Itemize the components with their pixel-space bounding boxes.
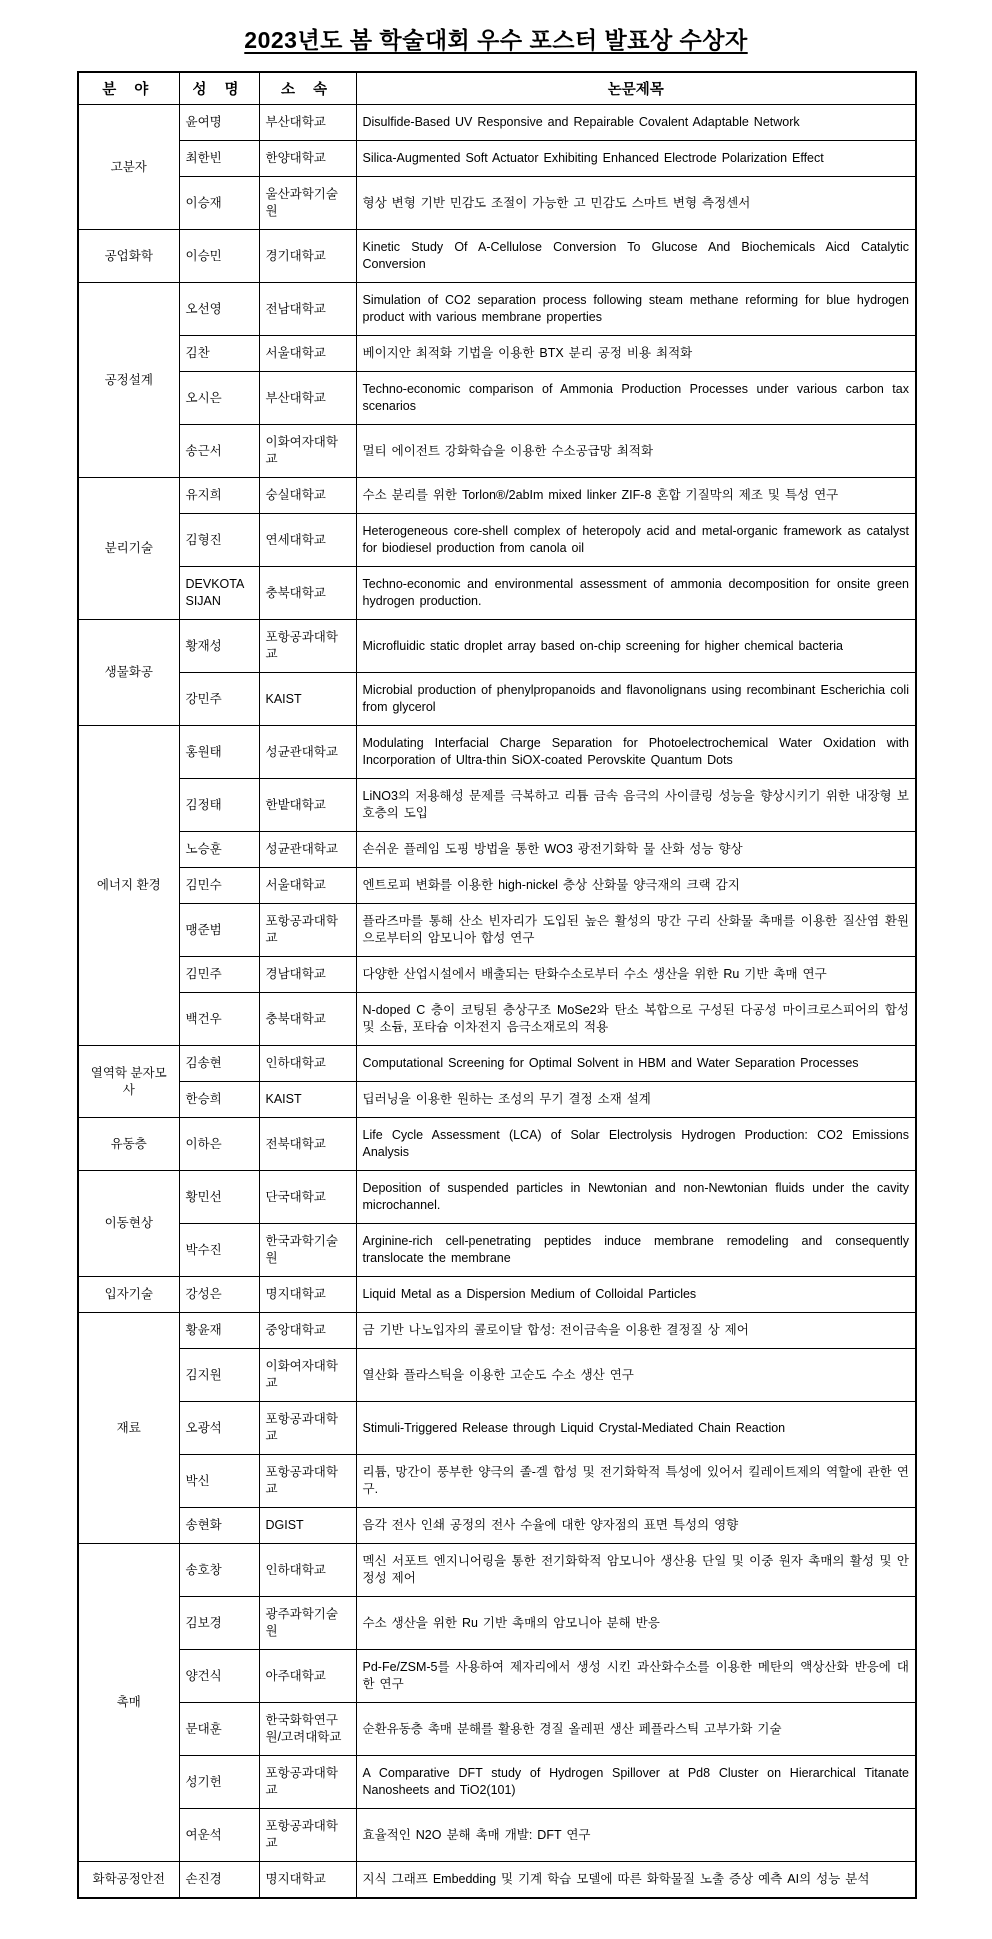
affiliation-cell: KAIST <box>259 1082 356 1118</box>
name-cell: 황민선 <box>179 1171 259 1224</box>
affiliation-cell: 부산대학교 <box>259 372 356 425</box>
table-row <box>78 1313 916 1349</box>
name-cell: 황재성 <box>179 620 259 673</box>
table-row <box>78 230 916 283</box>
table-row <box>78 1455 916 1508</box>
affiliation-cell: 숭실대학교 <box>259 478 356 514</box>
field-cell: 열역학 분자모사 <box>78 1046 179 1118</box>
table-row <box>78 1862 916 1899</box>
name-cell: 이승민 <box>179 230 259 283</box>
title-cell: Stimuli-Triggered Release through Liquid Crystal-Mediated Chain Reaction <box>356 1402 916 1455</box>
affiliation-cell: 충북대학교 <box>259 993 356 1046</box>
name-cell: 오광석 <box>179 1402 259 1455</box>
table-row <box>78 177 916 230</box>
table-row <box>78 1046 916 1082</box>
title-cell: Liquid Metal as a Dispersion Medium of Colloidal Particles <box>356 1277 916 1313</box>
header-paper-title: 논문제목 <box>356 72 916 105</box>
title-cell: 수소 분리를 위한 Torlon®/2abIm mixed linker ZIF-8 혼합 기질막의 제조 및 특성 연구 <box>356 478 916 514</box>
affiliation-cell: 단국대학교 <box>259 1171 356 1224</box>
name-cell: 송현화 <box>179 1508 259 1544</box>
affiliation-cell: 충북대학교 <box>259 567 356 620</box>
table-row <box>78 832 916 868</box>
header-name: 성 명 <box>179 72 259 105</box>
title-cell: Techno-economic and environmental assessment of ammonia decomposition for onsite green hydrogen production. <box>356 567 916 620</box>
name-cell: 이승재 <box>179 177 259 230</box>
affiliation-cell: 부산대학교 <box>259 105 356 141</box>
affiliation-cell: 포항공과대학교 <box>259 1402 356 1455</box>
title-cell: Pd-Fe/ZSM-5를 사용하여 제자리에서 생성 시킨 과산화수소를 이용한 메탄의 액상산화 반응에 대한 연구 <box>356 1650 916 1703</box>
table-row <box>78 957 916 993</box>
affiliation-cell: 아주대학교 <box>259 1650 356 1703</box>
affiliation-cell: 이화여자대학교 <box>259 425 356 478</box>
name-cell: 김송현 <box>179 1046 259 1082</box>
affiliation-cell: 한국과학기술원 <box>259 1224 356 1277</box>
affiliation-cell: DGIST <box>259 1508 356 1544</box>
title-cell: Disulfide-Based UV Responsive and Repairable Covalent Adaptable Network <box>356 105 916 141</box>
title-cell: 딥러닝을 이용한 원하는 조성의 무기 결정 소재 설계 <box>356 1082 916 1118</box>
table-row <box>78 1224 916 1277</box>
affiliation-cell: 인하대학교 <box>259 1544 356 1597</box>
table-row <box>78 1597 916 1650</box>
title-cell: 베이지안 최적화 기법을 이용한 BTX 분리 공정 비용 최적화 <box>356 336 916 372</box>
name-cell: 여운석 <box>179 1809 259 1862</box>
name-cell: 김지원 <box>179 1349 259 1402</box>
table-row <box>78 372 916 425</box>
name-cell: 손진경 <box>179 1862 259 1899</box>
field-cell: 공정설계 <box>78 283 179 478</box>
affiliation-cell: 포항공과대학교 <box>259 1809 356 1862</box>
table-row <box>78 620 916 673</box>
name-cell: 강민주 <box>179 673 259 726</box>
name-cell: 성기헌 <box>179 1756 259 1809</box>
affiliation-cell: 한양대학교 <box>259 141 356 177</box>
title-cell: Life Cycle Assessment (LCA) of Solar Electrolysis Hydrogen Production: CO2 Emissions Analysis <box>356 1118 916 1171</box>
affiliation-cell: 이화여자대학교 <box>259 1349 356 1402</box>
field-cell: 생물화공 <box>78 620 179 726</box>
field-cell: 에너지 환경 <box>78 726 179 1046</box>
title-cell: 형상 변형 기반 민감도 조절이 가능한 고 민감도 스마트 변형 측정센서 <box>356 177 916 230</box>
table-row <box>78 1508 916 1544</box>
table-row <box>78 425 916 478</box>
name-cell: 김형진 <box>179 514 259 567</box>
table-row <box>78 1171 916 1224</box>
title-cell: 열산화 플라스틱을 이용한 고순도 수소 생산 연구 <box>356 1349 916 1402</box>
field-cell: 분리기술 <box>78 478 179 620</box>
table-row <box>78 1544 916 1597</box>
table-row <box>78 283 916 336</box>
affiliation-cell: 중앙대학교 <box>259 1313 356 1349</box>
name-cell: 박신 <box>179 1455 259 1508</box>
title-cell: 리튬, 망간이 풍부한 양극의 졸-겔 합성 및 전기화학적 특성에 있어서 킬레이트제의 역할에 관한 연구. <box>356 1455 916 1508</box>
name-cell: 박수진 <box>179 1224 259 1277</box>
name-cell: 오선영 <box>179 283 259 336</box>
name-cell: 맹준범 <box>179 904 259 957</box>
name-cell: 윤여명 <box>179 105 259 141</box>
table-row <box>78 1349 916 1402</box>
title-cell: LiNO3의 저용해성 문제를 극복하고 리튬 금속 음극의 사이클링 성능을 향상시키기 위한 내장형 보호층의 도입 <box>356 779 916 832</box>
title-cell: Silica-Augmented Soft Actuator Exhibiting Enhanced Electrode Polarization Effect <box>356 141 916 177</box>
page-title: 2023년도 봄 학술대회 우수 포스터 발표상 수상자 <box>244 27 748 53</box>
name-cell: 홍원태 <box>179 726 259 779</box>
title-cell: Arginine-rich cell-penetrating peptides induce membrane remodeling and consequently translocate the membrane <box>356 1224 916 1277</box>
title-cell: Kinetic Study Of A-Cellulose Conversion To Glucose And Biochemicals Aicd Catalytic Conversion <box>356 230 916 283</box>
name-cell: 이하은 <box>179 1118 259 1171</box>
affiliation-cell: 광주과학기술원 <box>259 1597 356 1650</box>
table-row <box>78 336 916 372</box>
name-cell: 황윤재 <box>179 1313 259 1349</box>
affiliation-cell: 울산과학기술원 <box>259 177 356 230</box>
affiliation-cell: 포항공과대학교 <box>259 1455 356 1508</box>
field-cell: 화학공정안전 <box>78 1862 179 1899</box>
name-cell: 최한빈 <box>179 141 259 177</box>
affiliation-cell: 서울대학교 <box>259 868 356 904</box>
title-cell: N-doped C 층이 코팅된 층상구조 MoSe2와 탄소 복합으로 구성된 다공성 마이크로스피어의 합성 및 소듐, 포타슘 이차전지 음극소재로의 적용 <box>356 993 916 1046</box>
table-row <box>78 993 916 1046</box>
table-row <box>78 673 916 726</box>
affiliation-cell: 성균관대학교 <box>259 726 356 779</box>
affiliation-cell: 성균관대학교 <box>259 832 356 868</box>
field-cell: 입자기술 <box>78 1277 179 1313</box>
affiliation-cell: 전남대학교 <box>259 283 356 336</box>
name-cell: 김보경 <box>179 1597 259 1650</box>
title-cell: 손쉬운 플레임 도핑 방법을 통한 WO3 광전기화학 물 산화 성능 향상 <box>356 832 916 868</box>
title-cell: Heterogeneous core-shell complex of heteropoly acid and metal-organic framework as catalyst for biodiesel production from canola oil <box>356 514 916 567</box>
title-cell: Simulation of CO2 separation process following steam methane reforming for blue hydrogen product with various membrane properties <box>356 283 916 336</box>
title-cell: A Comparative DFT study of Hydrogen Spillover at Pd8 Cluster on Hierarchical Titanate Nanosheets and TiO2(101) <box>356 1756 916 1809</box>
affiliation-cell: KAIST <box>259 673 356 726</box>
table-row <box>78 141 916 177</box>
name-cell: 김민수 <box>179 868 259 904</box>
table-row <box>78 514 916 567</box>
name-cell: 백건우 <box>179 993 259 1046</box>
name-cell: 한승희 <box>179 1082 259 1118</box>
name-cell: 김찬 <box>179 336 259 372</box>
table-row <box>78 1756 916 1809</box>
title-cell: Techno-economic comparison of Ammonia Production Processes under various carbon tax scenarios <box>356 372 916 425</box>
affiliation-cell: 포항공과대학교 <box>259 1756 356 1809</box>
affiliation-cell: 한밭대학교 <box>259 779 356 832</box>
header-field: 분 야 <box>78 72 179 105</box>
affiliation-cell: 인하대학교 <box>259 1046 356 1082</box>
table-row <box>78 1118 916 1171</box>
title-cell: 멕신 서포트 엔지니어링을 통한 전기화학적 암모니아 생산용 단일 및 이중 원자 촉매의 활성 및 안정성 제어 <box>356 1544 916 1597</box>
title-cell: 효율적인 N2O 분해 촉매 개발: DFT 연구 <box>356 1809 916 1862</box>
title-cell: 다양한 산업시설에서 배출되는 탄화수소로부터 수소 생산을 위한 Ru 기반 촉매 연구 <box>356 957 916 993</box>
title-cell: Computational Screening for Optimal Solvent in HBM and Water Separation Processes <box>356 1046 916 1082</box>
name-cell: 송호창 <box>179 1544 259 1597</box>
table-row <box>78 779 916 832</box>
affiliation-cell: 포항공과대학교 <box>259 904 356 957</box>
affiliation-cell: 전북대학교 <box>259 1118 356 1171</box>
affiliation-cell: 명지대학교 <box>259 1862 356 1899</box>
name-cell: 문대훈 <box>179 1703 259 1756</box>
field-cell: 유동층 <box>78 1118 179 1171</box>
table-row <box>78 567 916 620</box>
table-row <box>78 105 916 141</box>
affiliation-cell: 서울대학교 <box>259 336 356 372</box>
name-cell: 양건식 <box>179 1650 259 1703</box>
name-cell: DEVKOTA SIJAN <box>179 567 259 620</box>
table-row <box>78 904 916 957</box>
table-row <box>78 1402 916 1455</box>
title-cell: 금 기반 나노입자의 콜로이달 합성: 전이금속을 이용한 결정질 상 제어 <box>356 1313 916 1349</box>
winners-table-body <box>78 105 916 1899</box>
title-cell: 순환유동층 촉매 분해를 활용한 경질 올레핀 생산 페플라스틱 고부가화 기술 <box>356 1703 916 1756</box>
field-cell: 이동현상 <box>78 1171 179 1277</box>
title-cell: 음각 전사 인쇄 공정의 전사 수율에 대한 양자점의 표면 특성의 영향 <box>356 1508 916 1544</box>
header-affiliation: 소 속 <box>259 72 356 105</box>
table-row <box>78 1082 916 1118</box>
table-row <box>78 1650 916 1703</box>
table-row <box>78 868 916 904</box>
affiliation-cell: 경남대학교 <box>259 957 356 993</box>
name-cell: 노승훈 <box>179 832 259 868</box>
field-cell: 촉매 <box>78 1544 179 1862</box>
name-cell: 김정태 <box>179 779 259 832</box>
table-row <box>78 1277 916 1313</box>
name-cell: 강성은 <box>179 1277 259 1313</box>
winners-table <box>77 71 917 1899</box>
title-cell: 멀티 에이전트 강화학습을 이용한 수소공급망 최적화 <box>356 425 916 478</box>
title-cell: Modulating Interfacial Charge Separation for Photoelectrochemical Water Oxidation with Incorporation of Ultra-thin SiOX-coated Perovskite Quantum Dots <box>356 726 916 779</box>
name-cell: 송근서 <box>179 425 259 478</box>
table-row <box>78 1809 916 1862</box>
title-cell: 엔트로피 변화를 이용한 high-nickel 층상 산화물 양극재의 크랙 감지 <box>356 868 916 904</box>
title-cell: 지식 그래프 Embedding 및 기계 학습 모델에 따른 화학물질 노출 증상 예측 AI의 성능 분석 <box>356 1862 916 1899</box>
title-cell: 플라즈마를 통해 산소 빈자리가 도입된 높은 활성의 망간 구리 산화물 촉매를 이용한 질산염 환원으로부터의 암모니아 합성 연구 <box>356 904 916 957</box>
name-cell: 오시은 <box>179 372 259 425</box>
table-row <box>78 1703 916 1756</box>
name-cell: 유지희 <box>179 478 259 514</box>
affiliation-cell: 한국화학연구원/고려대학교 <box>259 1703 356 1756</box>
title-cell: Microfluidic static droplet array based on-chip screening for higher chemical bacteria <box>356 620 916 673</box>
affiliation-cell: 명지대학교 <box>259 1277 356 1313</box>
name-cell: 김민주 <box>179 957 259 993</box>
table-row <box>78 726 916 779</box>
header-row <box>78 72 916 105</box>
field-cell: 재료 <box>78 1313 179 1544</box>
title-cell: 수소 생산을 위한 Ru 기반 촉매의 암모니아 분해 반응 <box>356 1597 916 1650</box>
title-cell: Deposition of suspended particles in Newtonian and non-Newtonian fluids under the cavity microchannel. <box>356 1171 916 1224</box>
title-cell: Microbial production of phenylpropanoids and flavonolignans using recombinant Escherichia coli from glycerol <box>356 673 916 726</box>
affiliation-cell: 경기대학교 <box>259 230 356 283</box>
table-row <box>78 478 916 514</box>
field-cell: 공업화학 <box>78 230 179 283</box>
affiliation-cell: 포항공과대학교 <box>259 620 356 673</box>
field-cell: 고분자 <box>78 105 179 230</box>
affiliation-cell: 연세대학교 <box>259 514 356 567</box>
